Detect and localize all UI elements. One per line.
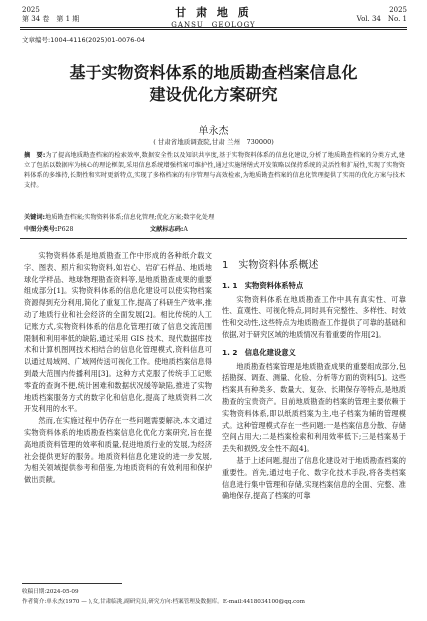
body-paragraph: 实物资料体系是地质勘查工作中形成的各种纸介载文字、图表、照片和实物资料,如岩心、岩矿石样品、地质地球化学样品、地球物理勘查资料等,是地质勘查成果的重要组成部分[1]。实物资料体系的信息化建设可以使实物档案资源得到充分利用,简化了重复工作,提高了科研生产效率,推动了地质行业和社会经济的全面发展[2]。相比传统的人工记账方式,实物资料体系的信息化管理打破了信息交流范围限制和利用率低的缺陷,通过采用 GIS 技术、现代数据库技术和计算机图网技术相结合的信息化管理模式,资料信息可以通过局域网、广域网传送可视化工作。使地质档案信息得到最大范围内传播利用[3]。这种方式克服了传统手工记账零査的查询不便,统计困难和数据状况缓等缺陷,推进了实物地质档案服务方式的数字化和信息化,提高了地质资料二次开发利用的水平。	[24, 251, 212, 414]
classification-number	[24, 225, 73, 235]
section-heading-1: 1 实物资料体系概述	[222, 260, 319, 271]
body-paragraph: 然而,在实施过程中仍存在一些问题需要解决,本文通过实物资料体系的地质勘查档案信息化优化方案研究,旨在提高地质资料管理的效率和质量,促进地质行业的发展,为经济社会提供更好的服务。地质资料信息化建设的进一步发展,为相关领域提供参考和借鉴,为地质资料的有效利用和保护做出贡献。	[24, 416, 212, 485]
abstract	[24, 151, 405, 191]
title-line-2: 建设优化方案研究	[149, 85, 278, 104]
classification-label: 中图分类号:	[24, 226, 58, 233]
header-volume-right: Vol. 34 No. 1	[356, 15, 407, 23]
document-code	[150, 225, 188, 235]
body-right-column	[222, 250, 406, 502]
body-paragraph: 地质勘查档案管理是地质勘查成果的重要组成部分,包括勘探、调查、测量、化验、分析等方面的资料[5]。这些档案具有种类多、数量大、复杂、长期保存等特点,是地质勘查的宝贵资产。目前地质勘查的档案的管理主要依赖于实物资料体系,即以纸质档案为主,电子档案为辅的管理模式。这种管理模式存在一些问题:一是档案信息分散、存储空间占用大;二是档案检索和利用效率低下;三是档案易于丢失和损毁,安全性不高[4]。	[222, 361, 406, 454]
header-volume-left: 第 34 卷 第 1 期	[22, 15, 80, 23]
body-left-column	[24, 250, 212, 486]
received-date: 收稿日期:2024-05-09	[22, 589, 79, 595]
article-number: 文章编号:1004-4116(2025)01-0076-04	[22, 36, 146, 44]
header-rule-thin	[20, 29, 407, 30]
author-affiliation: ( 甘肃省地质调查院,甘肃 兰州 730000)	[153, 138, 274, 146]
author-name: 单永杰	[198, 126, 229, 137]
abstract-label: 摘 要:	[24, 152, 46, 159]
paper-title	[30, 62, 397, 106]
document-code-label: 文献标志码:	[150, 226, 184, 233]
abstract-separator	[20, 238, 407, 239]
header-year-right: 2025	[389, 6, 407, 14]
footnote-rule	[22, 583, 122, 584]
journal-name-en: GANSU GEOLOGY	[171, 21, 256, 29]
keywords-text: 地质勘查档案;实物资料体系;信息化管理;优化方案;数字化处理	[45, 214, 215, 221]
header-year-left: 2025	[22, 6, 40, 14]
abstract-text: 为了提高地质勘查档案的检索效率,数据安全性以及知识共享度,基于实物资料体系的信息化建设,分析了地质勘查档案的分类方式,建立了包括以数据库为核心的理论框架,采用信息系统增强档案可维护性,通过实施缮缮式开发策略以保持系统的灵活性和扩展性,实现了实物资料体系的多维持,长期性和实时更新特点,实现了多格档案的有序管理与高效检索,为地质勘查档案的信息化管理提供了实用的优化方案与技术支持。	[24, 152, 405, 189]
title-line-1: 基于实物资料体系的地质勘查档案信息化	[69, 63, 358, 82]
subsection-heading-1-2: 1. 2 信息化建设意义	[222, 347, 296, 357]
document-code-value: A	[183, 226, 188, 233]
body-paragraph: 实物资料体系在地质勘查工作中具有真实性、可靠性、直观性、可视化特点,同时具有完整性、多样性、时效性和交动性,这些特点为地质勘查工作提供了可靠的基础和依据,对于研究区域的地质情况有着重要的作用[2]。	[222, 294, 406, 339]
body-paragraph: 基于上述问题,提出了信息化建设对于地质勘查档案的重要性。首先,通过电子化、数字化技术手段,将各类档案信息进行集中管理和存储,实现档案信息的全面、完整、准确地保存,提高了档案的可靠	[222, 455, 406, 501]
header-right	[357, 6, 407, 24]
keywords-label: 关键词:	[24, 214, 46, 221]
header-rule	[20, 27, 407, 28]
journal-name-cn: 甘 肃 地 质	[175, 6, 252, 19]
author-bio: 作者简介:单永杰(1970 — ),女,甘肃临洮,副研究员,研究方向:档案管理及数据库。E-mail:4418034100@qq.com	[22, 599, 305, 605]
keywords	[24, 213, 405, 223]
classification-value: P628	[57, 226, 74, 233]
subsection-heading-1-1: 1. 1 实物资料体系特点	[222, 280, 304, 290]
